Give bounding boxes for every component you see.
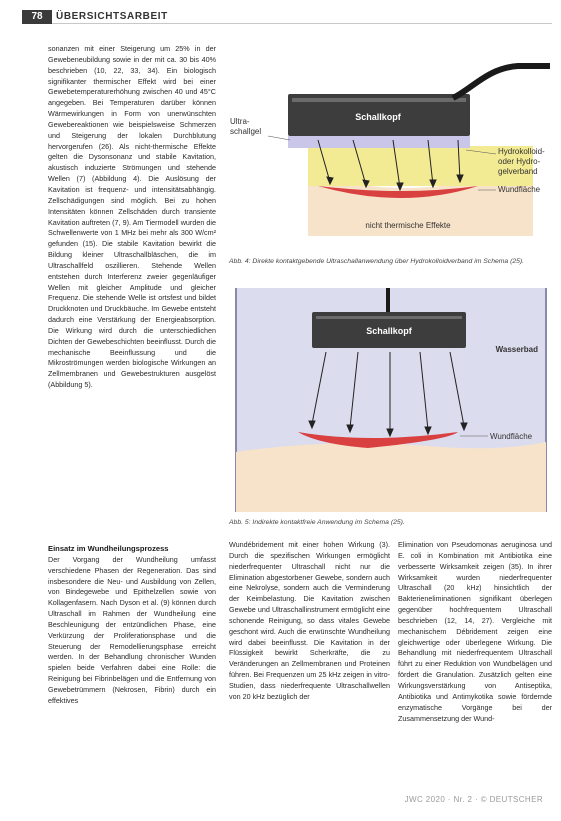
paragraph: sonanzen mit einer Steigerung um 25% in der Gewebeneubildung sowie in der mit ca. 30 bis 40% beschrieben (10, 22, 33, 34). Ein biologisch signifikanter thermischer Effekt wird bei einer Gewebetemperaturerhöhung zwischen 40 und 45°C angegeben. Bei Temperaturen darüber können Wärmewirkungen in Form von unerwünschten Gewebereaktionen wie beispielsweise Schmerzen und Steigerung der lokalen Durchblutung hervorgerufen (26). Als nicht-thermische Effekte gelten die Dysonsonanz und stabile Kavitation, akustisch induzierte Strömungen und stehende Wellen (7) (Abbildung 4). Die Auslösung der Kavitation ist frequenz- und intensitätsabhängig. Zellschädigungen sind möglich. Bei zu hohen Intensitäten können Zellschäden durch transiente Kavitation auftreten (7, 9). Am Tiermodell wurden die Schwellenwerte von 1 MHz bei mehr als 300 W/cm² gefunden (15). Die stabile Kavitation bewirkt die Bildung kleiner Ultraschallbläschen, die im Ultraschallfeld oszillieren. Stehende Wellen entstehen durch Interferenz zweier gegenläufiger Wellen mit gleicher Amplitude und gleicher Frequenz. Die stehende Welle ist ortsfest und bildet Druckknoten und Druckbäuche. Im Gewebe entsteht dadurch eine Verstärkung der Energieabsorption. Die Wirkung wird durch die unterschiedlichen Dichten der Gewebeschichten beeinflusst. Durch die mechanische Beeinflussung und die Mikroströmungen werden biologische Wirkungen an Zellmembranen und Gewebestrukturen ausgelöst (Abbildung 5). <box>48 44 216 390</box>
paragraph: Der Vorgang der Wundheilung umfasst verschiedene Phasen der Regeneration. Das sind insbesondere die Neu- und Ausbildung von Zellen, von Bindegewebe und Epithelzellen sowie von Kollagenfasern. Nach Dyson et al. (9) können durch Ultraschall im Rahmen der Wundheilung eine Beschleunigung der entzündlichen Phase, eine Verkürzung der Proliferationsphase und die Steuerung der Remodellierungsphase erreicht werden. In der Behandlung chronischer Wunden spielen beide Verfahren dabei eine Rolle: die Reinigung bei Fibrinbelägen und die Entfernung von Gewebetrümmern (Nekrosen, Fibrin) durch ein effektives <box>48 554 216 705</box>
figure-5-head-label: Schallkopf <box>366 326 412 336</box>
ultrasound-gel <box>288 136 470 148</box>
paragraph: Elimination von Pseudomonas aeruginosa und E. coli in Kombination mit Antibiotika eine verbesserte Wirksamkeit zeigen (35). In ihrer Wirksamkeit wurden niederfrequenter Ultraschall (20 kHz) hinsichtlich der Bakterieneliminationen signifikant überlegen gegenüber hochfrequentem Ultraschall beschrieben (12, 14, 27). Vergleiche mit mechanischem Débridement zeigen eine gleichwertige oder überlegene Wirkung. Die Behandlung mit niederfrequentem Ultraschall führt zu einer Reduktion von Wundbelägen und fördert die Granulation. Zusätzlich gelten eine Wirkungsverstärkung von Antiseptika, Antibiotika und Antimykotika sowie fördernde enzymatische Vorgänge bei der Zusammensetzung der Wund- <box>398 540 552 723</box>
column-2-body <box>229 540 390 703</box>
figure-5-diagram <box>228 282 552 514</box>
figure-4-dressing-label: gelverband <box>498 167 538 176</box>
figure-5-bath-label: Wasserbad <box>495 345 538 354</box>
figure-5-wound-label: Wundfläche <box>490 432 533 441</box>
transducer-highlight <box>316 316 462 319</box>
column-1-body <box>48 44 216 391</box>
figure-4-diagram <box>228 58 552 254</box>
transducer-cable <box>453 66 550 98</box>
paragraph: Wundébridement mit einer hohen Wirkung (3). Durch die spezifischen Wirkungen ermöglicht niederfrequenter Ultraschall nicht nur die Elimination abgestorbener Gewebe, sondern auch eine Nekrolyse, sondern auch die Verminderung der Keimbelastung. Die Kavitation zwischen Gewebe und Ultraschallinstrument ermöglicht eine schonende Reinigung, so dass vitales Gewebe geschont wird. Auch die erwünschte Wundheilung wird dabei beeinflusst. Die Kavitation in der Flüssigkeit bewirkt Scherkräfte, die zu Veränderungen an Zellmembranen und Proteinen führen. Bei Frequenzen um 25 kHz zeigen in vitro-Studien, dass niederfrequente Ultraschallwellen von 20 kHz bezüglich der <box>229 540 390 701</box>
figure-4-dressing-label: Hydrokolloid- <box>498 147 545 156</box>
figure-4-effect-label: nicht thermische Effekte <box>365 221 451 230</box>
figure-4-dressing-label: oder Hydro- <box>498 157 541 166</box>
figure-4-head-label: Schallkopf <box>355 112 401 122</box>
figure-4-gel-label: Ultra- <box>230 117 250 126</box>
figure-4-caption: Abb. 4: Direkte kontaktgebende Ultraschallanwendung über Hydrokolloidverband im Schema (25). <box>229 258 525 265</box>
column-1-section <box>48 540 216 707</box>
section-heading: Einsatz im Wundheilungsprozess <box>48 544 169 553</box>
column-3-body <box>398 540 552 724</box>
figure-4-wound-label: Wundfläche <box>498 185 541 194</box>
figure-4-gel-label: schallgel <box>230 127 262 136</box>
figure-4 <box>228 58 552 254</box>
section-title: ÜBERSICHTSARBEIT <box>56 11 168 22</box>
page-number: 78 <box>22 10 52 24</box>
figure-5 <box>228 282 552 514</box>
page-footer: JWC 2020 · Nr. 2 · © DEUTSCHER <box>404 795 543 804</box>
tissue-area <box>236 442 546 512</box>
figure-5-caption: Abb. 5: Indirekte kontaktfreie Anwendung im Schema (25). <box>229 519 405 526</box>
leader-line <box>268 136 290 140</box>
transducer-highlight <box>292 98 466 102</box>
